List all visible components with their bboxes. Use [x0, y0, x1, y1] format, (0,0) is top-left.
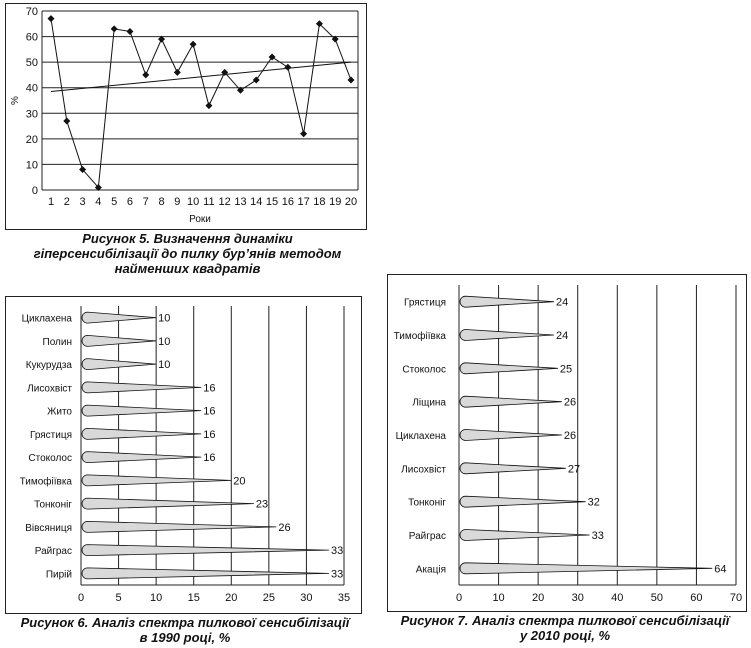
x-tick-label: 19: [329, 196, 342, 208]
category-label: Циклахена: [395, 431, 446, 442]
data-label: 26: [278, 521, 291, 534]
x-tick-label: 5: [111, 196, 118, 208]
data-label: 64: [714, 563, 727, 576]
caption-line: гіперсенсибілізації до пилку бур’янів методом: [33, 246, 342, 261]
x-tick-label: 70: [729, 592, 743, 604]
category-label: Райграс: [408, 531, 446, 542]
bar: [460, 363, 558, 374]
y-tick-label: 70: [25, 6, 38, 18]
category-label: Стоколос: [402, 364, 446, 376]
category-label: Жито: [47, 406, 72, 418]
y-tick-label: 10: [25, 159, 38, 172]
category-label: Тонконіг: [34, 499, 72, 511]
y-axis-label: %: [10, 96, 21, 105]
caption-line: в 1990 році, %: [139, 630, 231, 645]
caption-line: Рисунок 7. Аналіз спектра пилкової сенсибілізації: [400, 613, 730, 628]
data-label: 16: [203, 428, 216, 441]
x-tick-label: 40: [611, 592, 624, 604]
x-tick-label: 30: [300, 592, 313, 604]
data-label: 33: [591, 530, 604, 542]
x-tick-label: 0: [77, 592, 85, 604]
y-tick-label: 60: [25, 31, 38, 44]
category-label: Ліщина: [412, 397, 446, 409]
data-label: 25: [559, 363, 573, 376]
x-tick-label: 60: [690, 592, 703, 604]
y-tick-label: 50: [25, 57, 38, 70]
figure-7-caption: [380, 613, 750, 643]
x-tick-label: 0: [455, 592, 463, 604]
data-label: 16: [203, 452, 216, 465]
x-tick-label: 16: [281, 196, 294, 208]
category-label: Лисохвіст: [401, 464, 446, 476]
data-label: 16: [203, 405, 216, 418]
caption-line: у 2010 році, %: [519, 628, 611, 643]
x-tick-label: 12: [218, 196, 231, 208]
caption-line: Рисунок 5. Визначення динаміки: [82, 231, 293, 246]
data-label: 26: [563, 430, 577, 442]
x-axis-label: Роки: [189, 214, 211, 225]
y-tick-label: 40: [25, 82, 38, 95]
data-label: 10: [158, 359, 171, 372]
x-tick-label: 18: [313, 196, 326, 208]
x-tick-label: 10: [150, 592, 163, 604]
bar: [460, 563, 712, 574]
y-tick-label: 30: [25, 108, 38, 121]
category-label: Грястиця: [29, 429, 72, 441]
x-tick-label: 20: [532, 592, 545, 604]
category-label: Тимофіївка: [19, 476, 72, 488]
data-label: 32: [587, 496, 600, 509]
x-tick-label: 2: [63, 196, 70, 208]
category-label: Пирій: [45, 569, 72, 581]
category-label: Райграс: [34, 546, 72, 558]
x-tick-label: 20: [344, 196, 358, 208]
x-tick-label: 10: [492, 592, 505, 604]
data-label: 16: [203, 382, 216, 395]
category-label: Акація: [415, 564, 446, 576]
bar: [460, 530, 590, 541]
x-tick-label: 9: [174, 196, 181, 208]
x-tick-label: 25: [262, 592, 275, 604]
x-tick-label: 1: [47, 196, 55, 208]
category-label: Лисохвіст: [27, 383, 72, 395]
data-label: 10: [158, 335, 171, 348]
data-label: 27: [567, 463, 581, 476]
x-tick-label: 13: [234, 196, 247, 208]
bar: [460, 330, 554, 341]
x-tick-label: 35: [337, 592, 351, 604]
x-tick-label: 5: [115, 592, 122, 604]
data-label: 23: [255, 498, 269, 511]
caption-line: Рисунок 6. Аналіз спектра пилкової сенсибілізації: [20, 615, 350, 630]
x-tick-label: 6: [126, 196, 134, 208]
category-label: Тонконіг: [408, 497, 446, 509]
data-label: 24: [555, 296, 569, 309]
x-tick-label: 4: [95, 196, 102, 208]
x-tick-label: 7: [142, 196, 149, 208]
x-tick-label: 30: [571, 592, 584, 604]
data-label: 24: [555, 330, 569, 342]
x-tick-label: 20: [225, 592, 238, 604]
bar: [460, 430, 562, 441]
category-label: Тимофіївка: [393, 331, 446, 342]
category-label: Кукурудза: [25, 360, 72, 372]
y-tick-label: 0: [31, 185, 38, 197]
x-tick-label: 3: [79, 196, 86, 208]
category-label: Циклахена: [21, 313, 72, 325]
y-tick-label: 20: [25, 133, 38, 146]
data-label: 33: [330, 568, 344, 581]
bar: [460, 463, 566, 474]
category-label: Полин: [42, 336, 72, 348]
category-label: Стоколос: [28, 453, 72, 465]
data-label: 26: [563, 396, 577, 409]
caption-line: найменших квадратів: [114, 261, 261, 276]
bar: [460, 396, 562, 407]
x-tick-label: 15: [187, 592, 200, 604]
x-tick-label: 10: [186, 196, 200, 208]
x-tick-label: 50: [650, 592, 663, 604]
x-tick-label: 14: [250, 196, 263, 208]
data-label: 10: [158, 312, 171, 325]
category-label: Вівсяниця: [25, 522, 72, 534]
x-tick-label: 17: [297, 196, 310, 208]
bar: [460, 496, 586, 507]
data-label: 20: [233, 475, 246, 488]
category-label: Грястиця: [403, 297, 446, 309]
x-tick-label: 15: [265, 196, 279, 208]
data-label: 33: [330, 545, 344, 558]
x-tick-label: 8: [158, 196, 165, 208]
x-tick-label: 11: [203, 196, 215, 208]
bar: [460, 296, 554, 307]
